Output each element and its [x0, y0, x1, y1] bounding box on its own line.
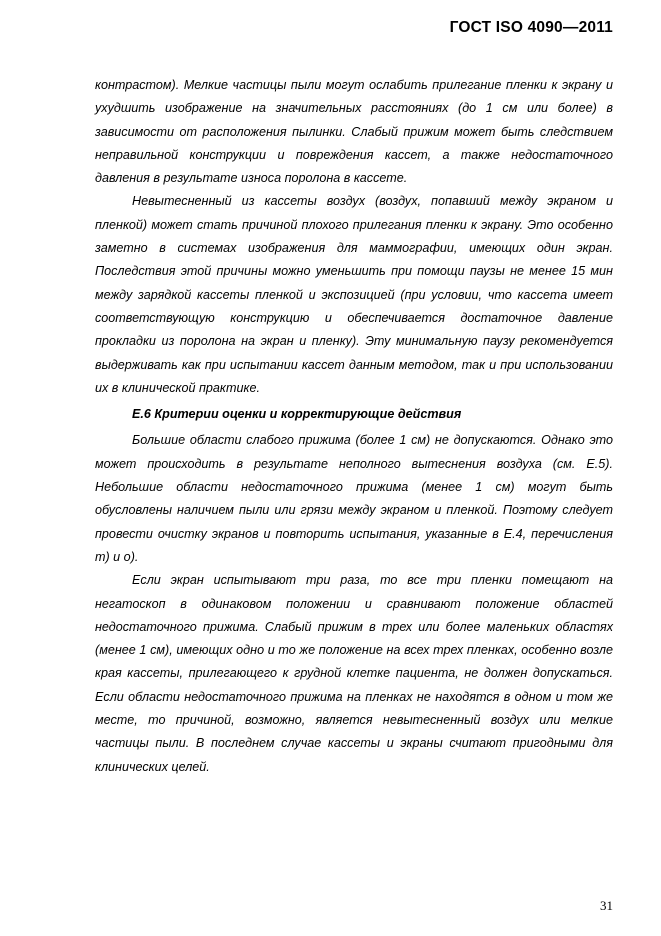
document-standard-code: ГОСТ ISO 4090—2011: [449, 19, 613, 36]
document-body: [95, 74, 613, 779]
body-paragraph: контрастом). Мелкие частицы пыли могут ослабить прилегание пленки к экрану и ухудшить изображение на значительных расстояниях (до 1 см или более) в зависимости от расположения пылинки. Слабый прижим может быть следствием неправильной конструкции и повреждения кассет, а также недостаточного давления в результате износа поролона в кассете.: [95, 78, 613, 186]
body-paragraph: Большие области слабого прижима (более 1 см) не допускаются. Однако это может происходить в результате неполного вытеснения воздуха (см. Е.5). Небольшие области недостаточного прижима (менее 1 см) могут быть обусловлены наличием пыли или грязи между экраном и пленкой. Поэтому следует провести очистку экранов и повторить испытания, указанные в Е.4, перечисления m) и о).: [95, 433, 613, 564]
section-heading: Е.6 Критерии оценки и корректирующие действия: [132, 407, 462, 422]
body-paragraph: Если экран испытывают три раза, то все три пленки помещают на негатоскоп в одинаковом положении и сравнивают положение областей недостаточного прижима. Слабый прижим в трех или более маленьких областях (менее 1 см), имеющих одно и то же положение на всех трех пленках, особенно возле края кассеты, прилегающего к грудной клетке пациента, не должен допускаться. Если области недостаточного прижима на пленках не находятся в одном и том же месте, то причиной, возможно, является невытесненный воздух или мелкие частицы пыли. В последнем случае кассеты и экраны считают пригодными для клинических целей.: [95, 573, 613, 774]
body-paragraph: Невытесненный из кассеты воздух (воздух, попавший между экраном и пленкой) может стать причиной плохого прилегания пленки к экрану. Это особенно заметно в системах изображения для маммографии, имеющих один экран. Последствия этой причины можно уменьшить при помощи паузы не менее 15 мин между зарядкой кассеты пленкой и экспозицией (при условии, что кассета имеет соответствующую конструкцию и обеспечивается достаточное давление прокладки из поролона на экран и пленку). Эту минимальную паузу рекомендуется выдерживать как при испытании кассет данным методом, так и при использовании их в клинической практике.: [95, 194, 613, 395]
page-number: 31: [600, 898, 613, 913]
